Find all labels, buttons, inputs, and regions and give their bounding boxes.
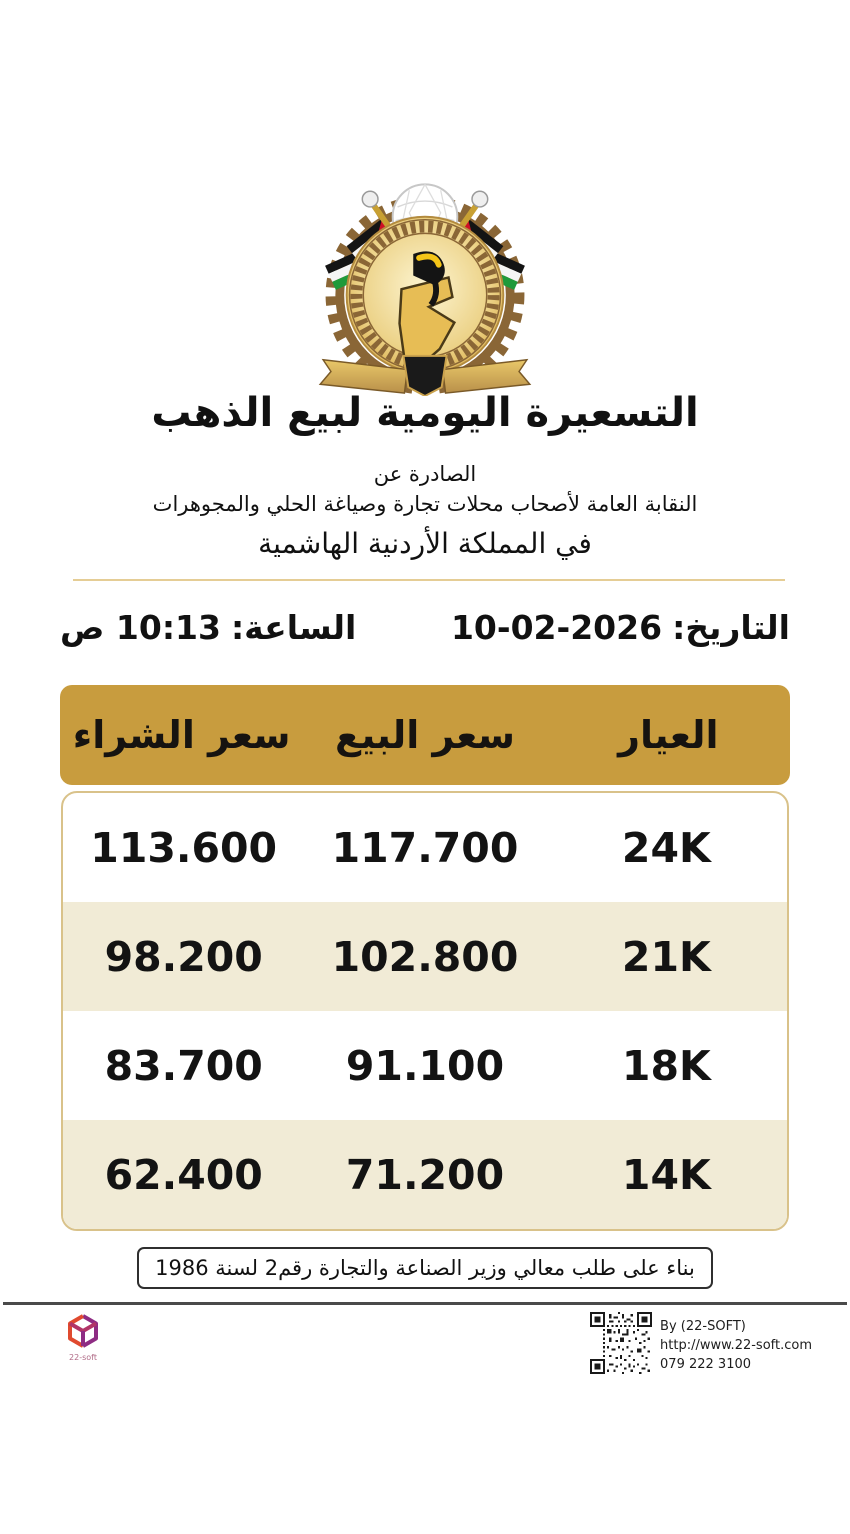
table-header — [60, 685, 790, 785]
sell-cell: 91.100 — [345, 1041, 505, 1090]
datetime-row — [60, 608, 790, 647]
vendor-contact-block — [590, 1312, 812, 1375]
footer — [55, 1312, 812, 1375]
sell-cell: 102.800 — [331, 932, 519, 981]
issued-by-label: الصادرة عن — [373, 462, 477, 486]
table-row — [63, 902, 787, 1011]
footer-separator — [3, 1302, 847, 1305]
vendor-phone: 079 222 3100 — [660, 1356, 752, 1372]
buy-cell: 98.200 — [104, 932, 263, 981]
karat-cell: 24K — [621, 823, 711, 872]
vendor-by-line: By (22-SOFT) — [660, 1319, 746, 1334]
buy-cell: 62.400 — [104, 1150, 263, 1199]
karat-cell: 14K — [621, 1150, 711, 1199]
vendor-logo-block — [63, 1312, 103, 1362]
date-value: 10-02-2026 — [450, 608, 663, 647]
buy-cell: 113.600 — [90, 823, 278, 872]
time-label: الساعة: — [230, 608, 357, 647]
divider — [73, 579, 785, 581]
syndicate-emblem-icon — [306, 156, 544, 396]
vendor-contact-text — [660, 1312, 812, 1375]
date-label: التاريخ: — [672, 608, 790, 647]
karat-cell: 21K — [621, 932, 711, 981]
date-field — [451, 608, 790, 647]
table-row — [63, 793, 787, 902]
region-name: في المملكة الأردنية الهاشمية — [258, 527, 592, 560]
karat-cell: 18K — [621, 1041, 711, 1090]
issuer-name: النقابة العامة لأصحاب محلات تجارة وصياغة الحلي والمجوهرات — [152, 492, 698, 516]
time-value: 10:13 ص — [60, 608, 221, 647]
note-row — [0, 1247, 850, 1289]
vendor-logo-caption: 22-soft — [69, 1353, 97, 1362]
header-karat: العيار — [618, 713, 719, 757]
buy-cell: 83.700 — [104, 1041, 263, 1090]
price-table-body — [61, 791, 789, 1231]
qr-code-icon — [590, 1312, 652, 1374]
time-field — [60, 608, 356, 647]
page-title: التسعيرة اليومية لبيع الذهب — [151, 390, 699, 436]
table-row — [63, 1120, 787, 1229]
table-row — [63, 1011, 787, 1120]
header-sell-price: سعر البيع — [335, 713, 515, 757]
legal-note: بناء على طلب معالي وزير الصناعة والتجارة رقم2 لسنة 1986 — [137, 1247, 713, 1289]
sell-cell: 71.200 — [345, 1150, 505, 1199]
header-buy-price: سعر الشراء — [72, 713, 291, 757]
logo-container — [0, 156, 850, 396]
cube-logo-icon — [63, 1312, 103, 1352]
sell-cell: 117.700 — [331, 823, 519, 872]
vendor-url: http://www.22-soft.com — [660, 1337, 812, 1353]
